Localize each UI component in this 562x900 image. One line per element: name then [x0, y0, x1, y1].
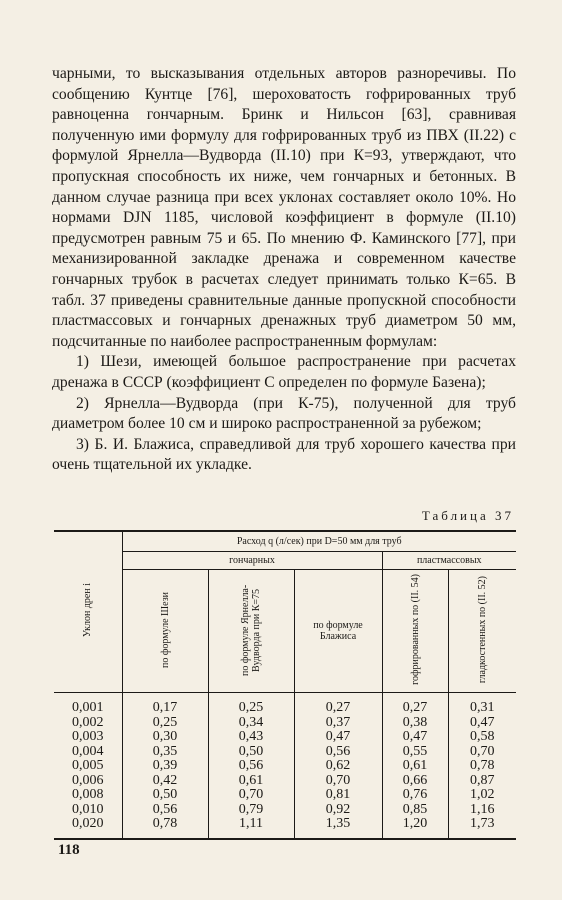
header-col-blazhis: по формуле Блажиса: [294, 570, 382, 693]
header-col-smooth: гладкостенных по (II. 52): [448, 570, 516, 693]
table-cell: 0,31: [448, 693, 516, 716]
table-cell: 1,73: [448, 817, 516, 839]
table-cell: 0,47: [382, 730, 448, 745]
flow-table-grid: [54, 530, 516, 840]
table-row: [54, 759, 516, 774]
table-cell: 0,003: [54, 730, 122, 745]
header-ceramic: гончарных: [122, 552, 382, 570]
table-cell: 0,005: [54, 759, 122, 774]
page-number: 118: [58, 842, 80, 858]
table-cell: 0,76: [382, 788, 448, 803]
table-cell: 0,010: [54, 803, 122, 818]
table-row: [54, 730, 516, 745]
table-cell: 0,001: [54, 693, 122, 716]
table-cell: 1,35: [294, 817, 382, 839]
table-row: [54, 788, 516, 803]
table-cell: 1,20: [382, 817, 448, 839]
table-cell: 0,56: [122, 803, 208, 818]
header-slope-label: Уклон дрен i: [82, 583, 94, 638]
header-col-chezy: по формуле Шези: [122, 570, 208, 693]
table-cell: 0,27: [382, 693, 448, 716]
table-cell: 0,70: [448, 745, 516, 760]
table-cell: 0,87: [448, 774, 516, 789]
header-flow: Расход q (л/сек) при D=50 мм для труб: [122, 531, 516, 552]
table-cell: 0,30: [122, 730, 208, 745]
table-cell: 0,002: [54, 716, 122, 731]
body-text: [52, 64, 516, 476]
table-cell: 1,16: [448, 803, 516, 818]
table-cell: 0,020: [54, 817, 122, 839]
paragraph-item-3: 3) Б. И. Блажиса, справедливой для труб хорошего качества при очень тщательной их укладке.: [52, 435, 516, 474]
table-row: [54, 817, 516, 839]
table-cell: 1,11: [208, 817, 294, 839]
table-cell: 0,78: [448, 759, 516, 774]
header-slope: [54, 531, 122, 693]
table-row: [54, 774, 516, 789]
table-cell: 0,81: [294, 788, 382, 803]
table-cell: 0,25: [208, 693, 294, 716]
table-row: [54, 693, 516, 716]
table-cell: 0,55: [382, 745, 448, 760]
table-cell: 0,39: [122, 759, 208, 774]
table-cell: 0,56: [208, 759, 294, 774]
table-cell: 0,008: [54, 788, 122, 803]
table-cell: 0,38: [382, 716, 448, 731]
table-cell: 0,79: [208, 803, 294, 818]
table-cell: 0,34: [208, 716, 294, 731]
table-cell: 1,02: [448, 788, 516, 803]
table-cell: 0,47: [448, 716, 516, 731]
table-cell: 0,35: [122, 745, 208, 760]
table-cell: 0,61: [382, 759, 448, 774]
table-row: [54, 803, 516, 818]
paragraph-main: чарными, то высказывания отдельных авторов разноречивы. По сообщению Кунтце [76], шероховатость гофрированных труб равноценна гончарным. Бринк и Нильсон [63], сравнивая полученную ими формулу для гофрированных труб из ПВХ (II.22) с формулой Ярнелла—Вудворда (II.10) при К=93, утверждают, что пропускная способность их ниже, чем гончарных и бетонных. В данном случае разница при всех уклонах составляет около 10%. Но нормами DJN 1185, числовой коэффициент в формуле (II.10) предусмотрен равным 75 и 65. По мнению Ф. Каминского [77], при механизированной закладке дренажа и современном качестве гончарных трубок в расчетах следует принимать только К=65. В табл. 37 приведены сравнительные данные пропускной способности пластмассовых и гончарных дренажных труб диаметром 50 мм, подсчитанные по наиболее распространенным формулам:: [52, 65, 516, 350]
table-cell: 0,50: [208, 745, 294, 760]
table-cell: 0,27: [294, 693, 382, 716]
table-cell: 0,17: [122, 693, 208, 716]
header-col-yarnell: по формуле Ярнелла-Вудворда при К=75: [208, 570, 294, 693]
table-cell: 0,37: [294, 716, 382, 731]
table-cell: 0,42: [122, 774, 208, 789]
table-cell: 0,50: [122, 788, 208, 803]
table-cell: 0,70: [294, 774, 382, 789]
header-plastic: пластмассовых: [382, 552, 516, 570]
table-cell: 0,85: [382, 803, 448, 818]
header-col-corrugated: гофрированных по (II. 54): [382, 570, 448, 693]
flow-table: [54, 530, 516, 840]
paragraph-item-2: 2) Ярнелла—Вудворда (при К-75), полученной для труб диаметром более 10 см и широко распространенной за рубежом;: [52, 394, 516, 433]
table-cell: 0,47: [294, 730, 382, 745]
table-cell: 0,62: [294, 759, 382, 774]
table-cell: 0,66: [382, 774, 448, 789]
table-row: [54, 716, 516, 731]
table-cell: 0,58: [448, 730, 516, 745]
table-caption: Таблица 37: [421, 508, 514, 523]
table-body: [54, 693, 516, 839]
table-cell: 0,92: [294, 803, 382, 818]
table-cell: 0,78: [122, 817, 208, 839]
table-cell: 0,43: [208, 730, 294, 745]
table-cell: 0,70: [208, 788, 294, 803]
table-cell: 0,61: [208, 774, 294, 789]
table-row: [54, 745, 516, 760]
table-cell: 0,004: [54, 745, 122, 760]
paragraph-item-1: 1) Шези, имеющей большое распространение при расчетах дренажа в СССР (коэффициент С определен по формуле Базена);: [52, 353, 516, 391]
table-cell: 0,006: [54, 774, 122, 789]
table-cell: 0,56: [294, 745, 382, 760]
table-cell: 0,25: [122, 716, 208, 731]
